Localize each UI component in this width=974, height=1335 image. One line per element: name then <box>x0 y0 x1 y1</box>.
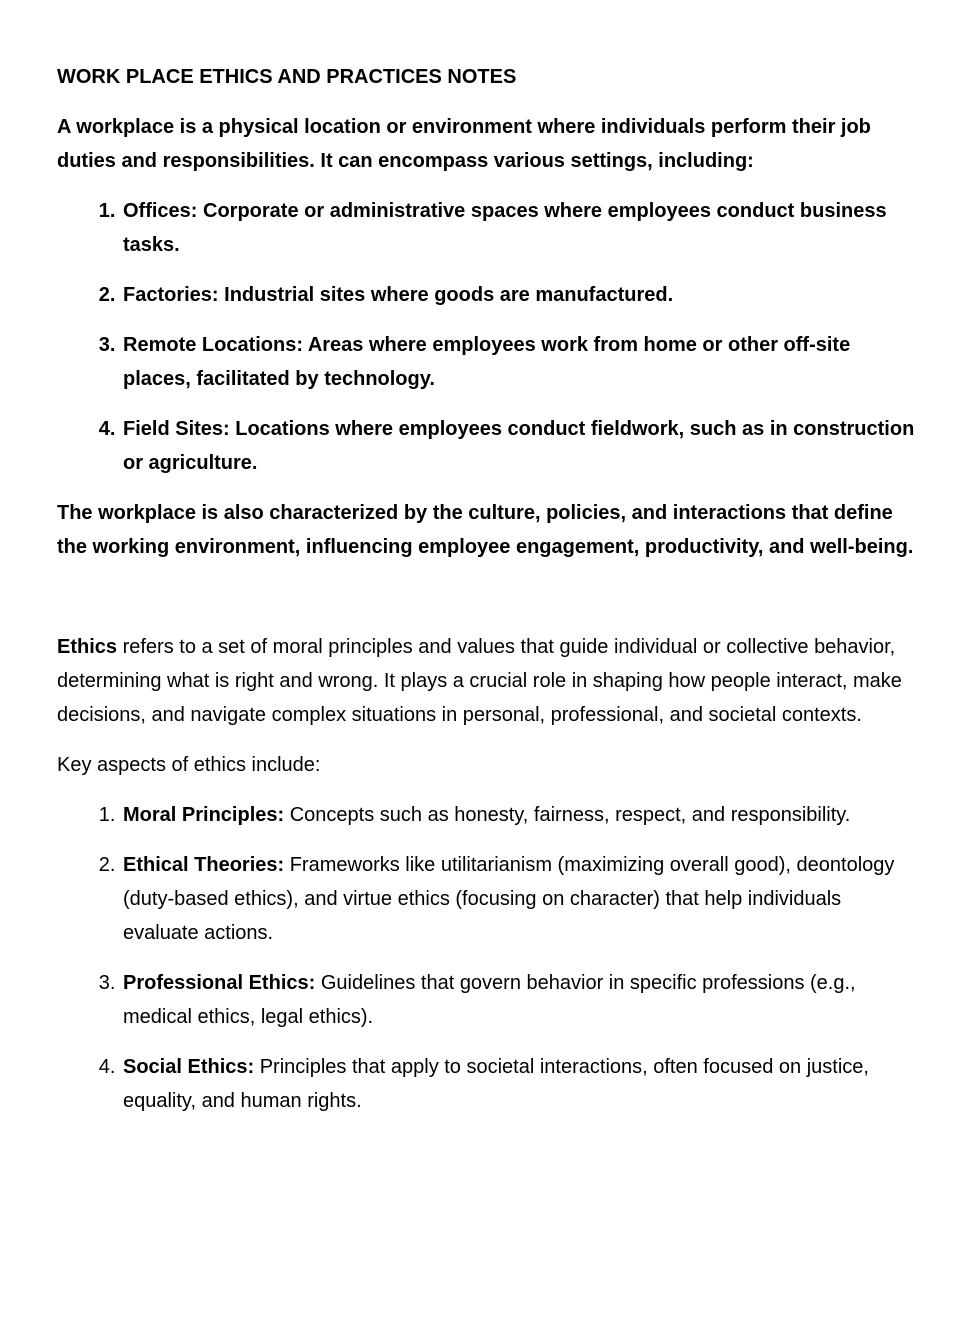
list-item <box>121 966 920 1034</box>
culture-paragraph: The workplace is also characterized by the culture, policies, and interactions that define the working environment, influencing employee engagement, productivity, and well-being. <box>57 502 914 558</box>
list-item-lead: Social Ethics: <box>123 1056 255 1078</box>
list-item: 4. Field Sites: Locations where employees conduct fieldwork, such as in construction or agriculture. <box>121 412 920 480</box>
ethics-paragraph <box>57 630 920 732</box>
list-item-body: Principles that apply to societal interactions, often focused on justice, equality, and human rights. <box>123 1056 869 1112</box>
list-item-lead: Moral Principles: <box>123 804 285 826</box>
key-aspects-list <box>57 798 920 1118</box>
list-item-lead: Professional Ethics: <box>123 972 316 994</box>
document-title: WORK PLACE ETHICS AND PRACTICES NOTES <box>57 66 517 88</box>
key-aspects-heading: Key aspects of ethics include: <box>57 754 321 776</box>
ethics-paragraph-lead: Ethics <box>57 636 118 658</box>
section-divider-space <box>57 580 920 630</box>
list-item <box>121 1050 920 1118</box>
list-item <box>121 798 920 832</box>
ethics-paragraph-body: refers to a set of moral principles and values that guide individual or collective behavior, determining what is right and wrong. It plays a crucial role in shaping how people interact, make decisions, and navigate complex situations in personal, professional, and societal contexts. <box>57 636 902 726</box>
list-item-lead: Ethical Theories: <box>123 854 285 876</box>
list-item-body: Guidelines that govern behavior in specific professions (e.g., medical ethics, legal ethics). <box>123 972 856 1028</box>
list-item: 3. Remote Locations: Areas where employees work from home or other off-site places, facilitated by technology. <box>121 328 920 396</box>
list-item: 1. Offices: Corporate or administrative spaces where employees conduct business tasks. <box>121 194 920 262</box>
workplace-settings-list <box>57 194 920 480</box>
list-item <box>121 848 920 950</box>
list-item: 2. Factories: Industrial sites where goods are manufactured. <box>121 278 920 312</box>
list-item-body: Frameworks like utilitarianism (maximizing overall good), deontology (duty-based ethics), and virtue ethics (focusing on character) that help individuals evaluate actions. <box>123 854 895 944</box>
list-item-body: Concepts such as honesty, fairness, respect, and responsibility. <box>284 804 851 826</box>
intro-paragraph: A workplace is a physical location or environment where individuals perform their job duties and responsibilities. It can encompass various settings, including: <box>57 116 871 172</box>
